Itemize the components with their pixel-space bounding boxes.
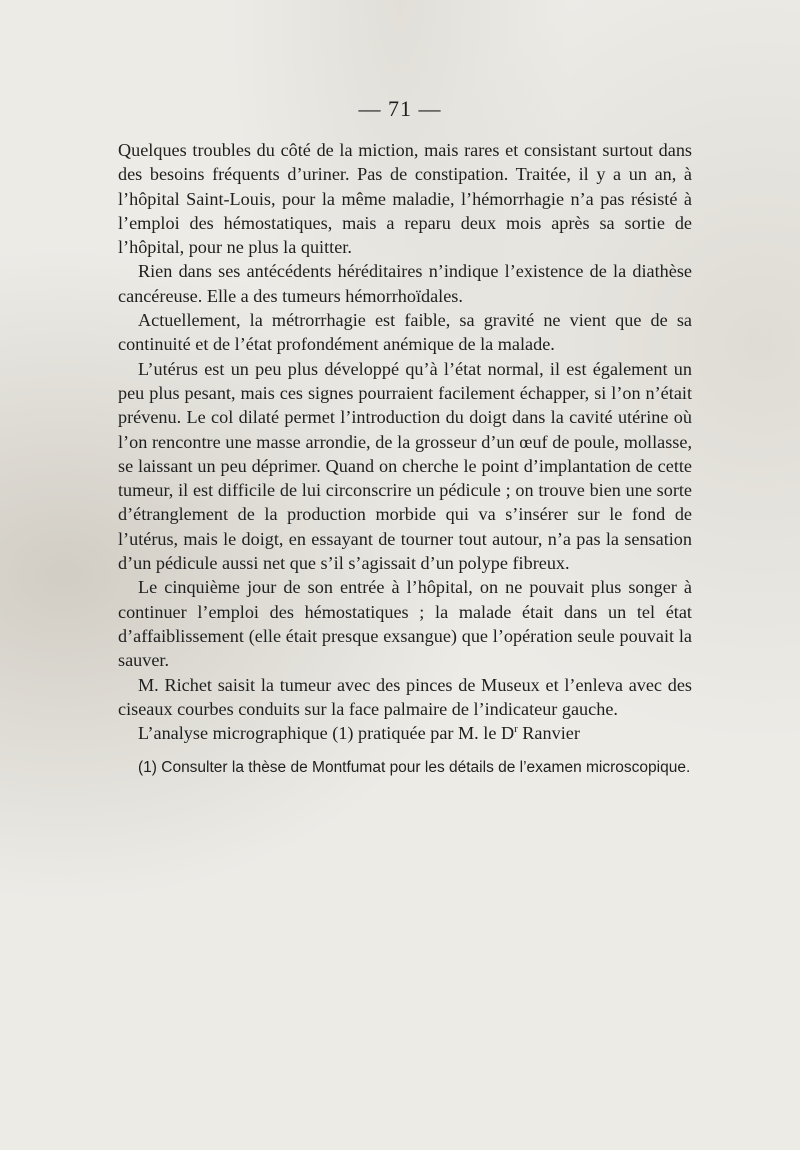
paragraph-text: L’analyse micrographique (1) pratiquée par M. le D [138,723,515,744]
paragraph-text-end: Ranvier [517,723,580,744]
paragraph: Le cinquième jour de son entrée à l’hôpital, on ne pouvait plus songer à continuer l’emploi des hémostatiques ; la malade était dans un tel état d’affaiblissement (elle était presque exsangue) que l’opération seule pouvait la sauver. [118,577,692,671]
superscript: r [514,723,518,736]
paragraph: L’utérus est un peu plus développé qu’à l’état normal, il est également un peu plus pesant, mais ces signes pourraient facilement échapper, si l’on n’était prévenu. Le col dilaté permet l’introduction du doigt dans la cavité utérine où l’on rencontre une masse arrondie, de la grosseur d’un œuf de poule, mollasse, se laissant un peu déprimer. Quand on cherche le point d’implantation de cette tumeur, il est difficile de lui circonscrire un pédicule ; on trouve bien une sorte d’étranglement de la production morbide qui va s’insérer sur le fond de l’utérus, mais le doigt, en essayant de tourner tout autour, n’a pas la sensation d’un pédicule aussi net que s’il s’agissait d’un polype fibreux. [118,358,692,574]
paragraph: Quelques troubles du côté de la miction, mais rares et consistant surtout dans des besoins fréquents d’uriner. Pas de constipation. Traitée, il y a un an, à l’hôpital Saint-Louis, pour la même maladie, l’hémorrhagie n’a pas résisté à l’emploi des hémostatiques, mais a reparu deux mois après sa sortie de l’hôpital, pour ne plus la quitter. [118,140,692,258]
paragraph-last [118,721,692,745]
body-text [118,138,692,794]
page-number: — 71 — [358,96,442,121]
paragraph: Rien dans ses antécédents héréditaires n’indique l’existence de la diathèse cancéreuse. Elle a des tumeurs hémorrhoïdales. [118,261,692,306]
footnote: (1) Consulter la thèse de Montfumat pour les détails de l’examen microscopique. [138,759,691,777]
paragraph: M. Richet saisit la tumeur avec des pinces de Museux et l’enleva avec des ciseaux courbes conduits sur la face palmaire de l’indicateur gauche. [118,674,692,719]
paragraph: Actuellement, la métrorrhagie est faible, sa gravité ne vient que de sa continuité et de l’état profondément anémique de la malade. [118,310,692,355]
